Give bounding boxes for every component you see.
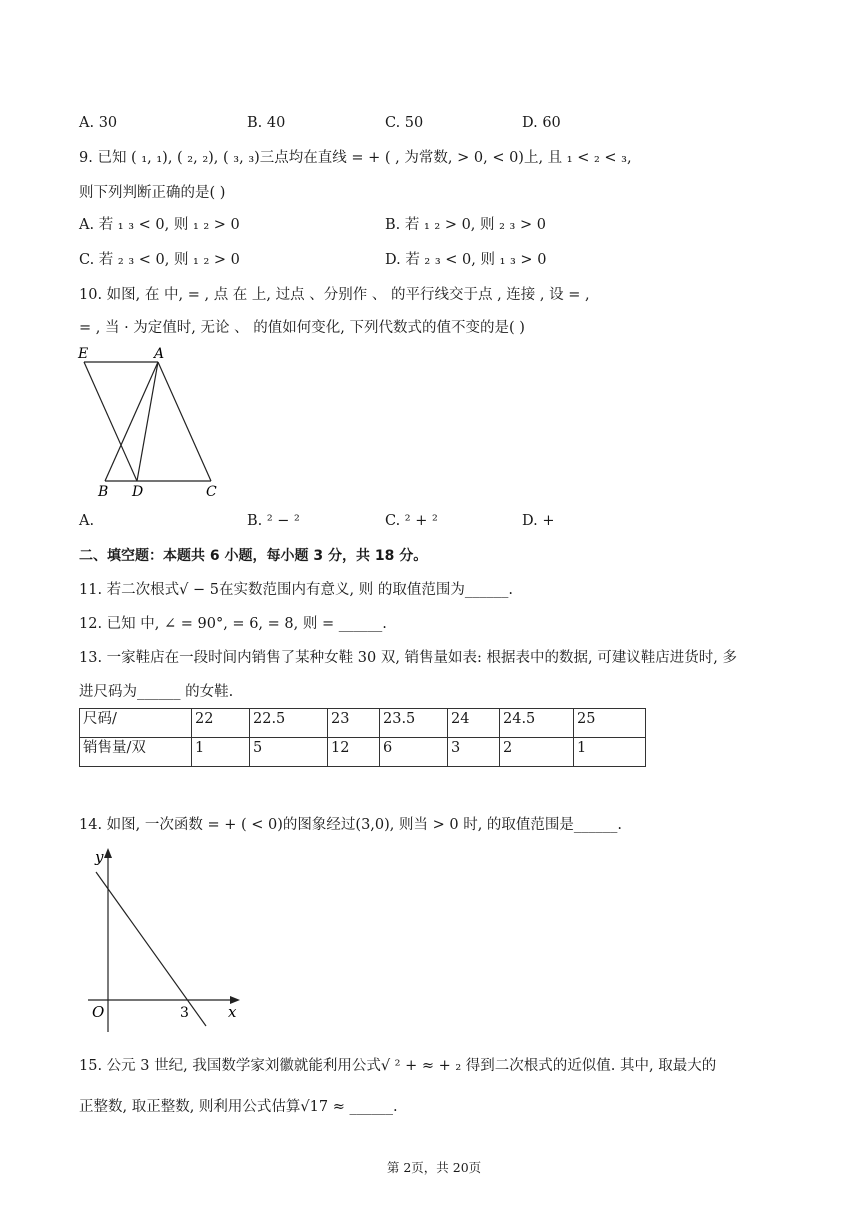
q13-stem-line2: 进尺码为______ 的女鞋. <box>79 684 234 700</box>
q8-option-b: B. 40 <box>247 115 286 131</box>
q12-stem: 12. 已知 中, ∠ = 90°, = 6, = 8, 则 = ______. <box>79 616 387 632</box>
q10-geometry-figure <box>72 340 232 500</box>
size-sales-table <box>79 708 646 767</box>
q10-option-b: B. ² − ² <box>247 513 300 529</box>
table-cell: 6 <box>380 738 448 767</box>
q10-option-c: C. ² + ² <box>385 513 438 529</box>
q8-option-c: C. 50 <box>385 115 424 131</box>
table-cell: 22.5 <box>250 709 328 738</box>
label-b: B <box>98 484 109 500</box>
origin-label: O <box>92 1003 105 1021</box>
q15-stem-line2: 正整数, 取正整数, 则利用公式估算√17 ≈ ______. <box>79 1099 398 1115</box>
q10-option-a: A. <box>79 513 95 529</box>
table-cell: 1 <box>192 738 250 767</box>
q9-stem-line1: 9. 已知 ( ₁, ₁), ( ₂, ₂), ( ₃, ₃)三点均在直线 = + ( , 为常数, > 0, < 0)上, 且 ₁ < ₂ < ₃, <box>79 150 632 166</box>
q11-stem: 11. 若二次根式√ − 5在实数范围内有意义, 则 的取值范围为______. <box>79 582 513 598</box>
table-cell: 23 <box>328 709 380 738</box>
q10-stem-line2: = , 当 · 为定值时, 无论 、 的值如何变化, 下列代数式的值不变的是( ) <box>79 320 525 336</box>
table-cell: 22 <box>192 709 250 738</box>
table-cell: 25 <box>574 709 646 738</box>
table-cell: 尺码/ <box>80 709 192 738</box>
q15-stem-line1: 15. 公元 3 世纪, 我国数学家刘徽就能利用公式√ ² + ≈ + ₂ 得到二次根式的近似值. 其中, 取最大的 <box>79 1058 717 1074</box>
q9-option-c: C. 若 ₂ ₃ < 0, 则 ₁ ₂ > 0 <box>79 252 240 268</box>
q14-stem: 14. 如图, 一次函数 = + ( < 0)的图象经过(3,0), 则当 > 0 时, 的取值范围是______. <box>79 817 623 833</box>
tick-3-label: 3 <box>180 1005 189 1021</box>
label-a: A <box>154 346 165 362</box>
q13-stem-line1: 13. 一家鞋店在一段时间内销售了某种女鞋 30 双, 销售量如表: 根据表中的数据, 可建议鞋店进货时, 多 <box>79 650 737 666</box>
table-cell: 23.5 <box>380 709 448 738</box>
axis-y-label: y <box>95 848 104 866</box>
q14-graph-figure <box>88 846 248 1036</box>
q10-option-d: D. + <box>522 513 555 529</box>
table-row-size <box>80 709 646 738</box>
table-cell: 3 <box>448 738 500 767</box>
q8-option-d: D. 60 <box>522 115 561 131</box>
table-cell: 5 <box>250 738 328 767</box>
table-cell: 1 <box>574 738 646 767</box>
q8-option-a: A. 30 <box>79 115 118 131</box>
table-cell: 销售量/双 <box>80 738 192 767</box>
table-row-sales <box>80 738 646 767</box>
q9-option-b: B. 若 ₁ ₂ > 0, 则 ₂ ₃ > 0 <box>385 217 546 233</box>
q9-stem-line2: 则下列判断正确的是( ) <box>79 185 226 201</box>
label-e: E <box>78 346 89 362</box>
axis-x-label: x <box>228 1003 237 1021</box>
q9-option-a: A. 若 ₁ ₃ < 0, 则 ₁ ₂ > 0 <box>79 217 240 233</box>
q10-stem-line1: 10. 如图, 在 中, = , 点 在 上, 过点 、分别作 、 的平行线交于点 , 连接 , 设 = , <box>79 287 590 303</box>
label-d: D <box>132 484 144 500</box>
table-cell: 12 <box>328 738 380 767</box>
table-cell: 24.5 <box>500 709 574 738</box>
section-heading: 二、填空题：本题共 6 小题，每小题 3 分，共 18 分。 <box>79 548 428 564</box>
q9-option-d: D. 若 ₂ ₃ < 0, 则 ₁ ₃ > 0 <box>385 252 547 268</box>
page-footer: 第 2页，共 20页 <box>386 1160 482 1175</box>
table-cell: 24 <box>448 709 500 738</box>
label-c: C <box>206 484 217 500</box>
table-cell: 2 <box>500 738 574 767</box>
